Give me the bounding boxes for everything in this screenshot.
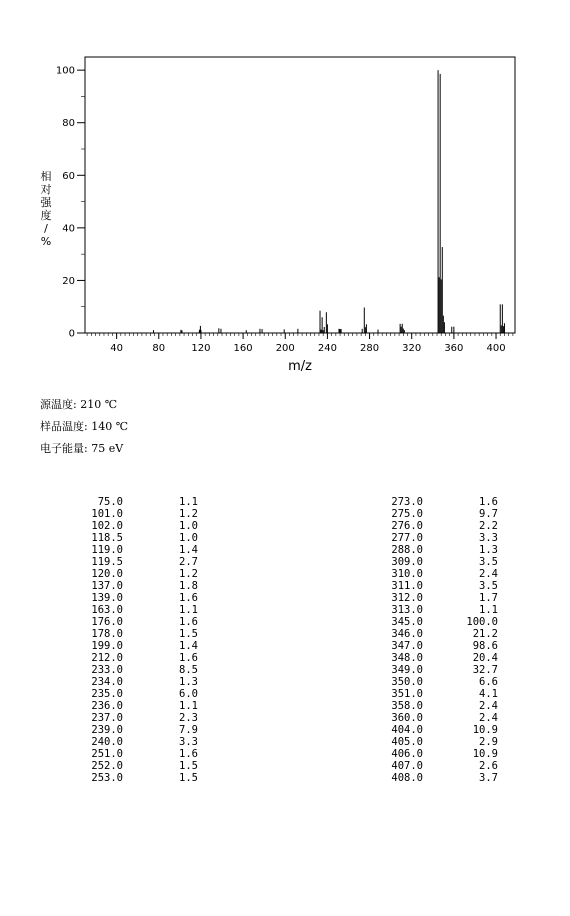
abundance-value: 1.1	[179, 604, 198, 616]
table-row	[368, 664, 498, 676]
mz-value: 137.0	[91, 580, 123, 592]
mz-value: 178.0	[91, 628, 123, 640]
abundance-value: 2.6	[479, 760, 498, 772]
y-tick-label: 60	[62, 170, 75, 182]
abundance-value: 1.2	[179, 568, 198, 580]
abundance-value: 98.6	[472, 640, 498, 652]
mz-value: 102.0	[91, 520, 123, 532]
abundance-value: 2.3	[179, 712, 198, 724]
y-tick-label: 80	[62, 118, 75, 130]
table-row	[68, 760, 198, 772]
abundance-value: 4.1	[479, 688, 498, 700]
mz-value: 405.0	[391, 736, 423, 748]
table-row	[368, 556, 498, 568]
x-tick-label: 320	[402, 343, 422, 354]
abundance-value: 1.7	[479, 592, 498, 604]
peak-group	[154, 70, 505, 333]
table-row	[68, 496, 198, 508]
table-row	[368, 508, 498, 520]
x-tick-label: 280	[360, 343, 380, 354]
abundance-value: 100.0	[466, 616, 498, 628]
abundance-value: 3.5	[479, 556, 498, 568]
table-row	[368, 712, 498, 724]
y-tick-label: 100	[55, 65, 75, 77]
abundance-value: 7.9	[179, 724, 198, 736]
mz-value: 276.0	[391, 520, 423, 532]
plot-frame	[85, 57, 515, 333]
abundance-value: 1.0	[179, 532, 198, 544]
abundance-value: 1.1	[179, 496, 198, 508]
table-row	[368, 628, 498, 640]
table-row	[368, 772, 498, 784]
mz-value: 101.0	[91, 508, 123, 520]
table-row	[68, 700, 198, 712]
y-tick-label: 0	[68, 328, 75, 340]
mz-value: 406.0	[391, 748, 423, 760]
sample-temperature: 样品温度: 140 ℃	[40, 420, 128, 433]
mz-value: 309.0	[391, 556, 423, 568]
abundance-value: 2.4	[479, 568, 498, 580]
table-row	[68, 544, 198, 556]
table-row	[368, 568, 498, 580]
mz-value: 310.0	[391, 568, 423, 580]
abundance-value: 3.3	[179, 736, 198, 748]
abundance-value: 21.2	[472, 628, 498, 640]
mz-value: 176.0	[91, 616, 123, 628]
mz-value: 253.0	[91, 772, 123, 784]
table-row	[68, 580, 198, 592]
abundance-value: 1.6	[179, 592, 198, 604]
x-tick-label: 40	[110, 343, 123, 354]
table-row	[68, 520, 198, 532]
table-row	[368, 520, 498, 532]
table-row	[368, 748, 498, 760]
table-row	[68, 556, 198, 568]
abundance-value: 1.2	[179, 508, 198, 520]
mz-value: 119.5	[91, 556, 123, 568]
electron-energy: 电子能量: 75 eV	[40, 442, 124, 455]
abundance-value: 6.6	[479, 676, 498, 688]
x-tick-label: 120	[191, 343, 211, 354]
mz-value: 251.0	[91, 748, 123, 760]
x-axis	[87, 333, 513, 354]
y-axis-label: 相对强度/ %	[40, 170, 52, 248]
table-row	[68, 616, 198, 628]
abundance-value: 6.0	[179, 688, 198, 700]
mz-value: 348.0	[391, 652, 423, 664]
table-row	[68, 664, 198, 676]
mz-value: 360.0	[391, 712, 423, 724]
table-row	[368, 676, 498, 688]
table-row	[68, 748, 198, 760]
abundance-value: 1.3	[479, 544, 498, 556]
table-row	[68, 592, 198, 604]
abundance-value: 10.9	[472, 724, 498, 736]
mz-value: 75.0	[97, 496, 123, 508]
table-row	[68, 640, 198, 652]
abundance-value: 1.3	[179, 676, 198, 688]
table-row	[68, 688, 198, 700]
abundance-value: 2.4	[479, 712, 498, 724]
abundance-value: 3.5	[479, 580, 498, 592]
x-axis-label: m/z	[288, 359, 312, 374]
mz-value: 351.0	[391, 688, 423, 700]
mz-value: 404.0	[391, 724, 423, 736]
mz-value: 358.0	[391, 700, 423, 712]
table-row	[68, 724, 198, 736]
x-tick-label: 400	[486, 343, 506, 354]
mz-value: 118.5	[91, 532, 123, 544]
mz-value: 312.0	[391, 592, 423, 604]
x-tick-label: 80	[152, 343, 166, 354]
mz-value: 239.0	[91, 724, 123, 736]
abundance-value: 1.6	[479, 496, 498, 508]
y-tick-label: 40	[62, 223, 75, 235]
table-row	[368, 496, 498, 508]
mz-value: 407.0	[391, 760, 423, 772]
mz-value: 233.0	[91, 664, 123, 676]
abundance-value: 2.2	[479, 520, 498, 532]
mz-value: 163.0	[91, 604, 123, 616]
source-temperature: 源温度: 210 ℃	[40, 398, 117, 411]
table-row	[368, 592, 498, 604]
x-tick-label: 160	[233, 343, 253, 354]
mz-value: 252.0	[91, 760, 123, 772]
table-row	[368, 640, 498, 652]
table-row	[68, 568, 198, 580]
mz-value: 273.0	[391, 496, 423, 508]
table-row	[68, 508, 198, 520]
table-row	[368, 700, 498, 712]
abundance-value: 1.6	[179, 652, 198, 664]
abundance-value: 3.7	[479, 772, 498, 784]
table-row	[68, 532, 198, 544]
mz-value: 139.0	[91, 592, 123, 604]
y-tick-label: 20	[62, 275, 75, 287]
mz-value: 346.0	[391, 628, 423, 640]
mz-value: 277.0	[391, 532, 423, 544]
table-row	[68, 712, 198, 724]
abundance-value: 10.9	[472, 748, 498, 760]
abundance-value: 9.7	[479, 508, 498, 520]
abundance-value: 1.5	[179, 628, 198, 640]
x-tick-label: 360	[444, 343, 464, 354]
mz-value: 345.0	[391, 616, 423, 628]
abundance-value: 1.5	[179, 760, 198, 772]
table-row	[368, 736, 498, 748]
table-row	[368, 544, 498, 556]
table-row	[368, 688, 498, 700]
table-row	[368, 760, 498, 772]
mz-value: 120.0	[91, 568, 123, 580]
y-axis	[56, 66, 85, 340]
abundance-value: 1.0	[179, 520, 198, 532]
peak-table-right	[368, 496, 498, 784]
abundance-value: 2.9	[479, 736, 498, 748]
mz-value: 234.0	[91, 676, 123, 688]
table-row	[68, 652, 198, 664]
abundance-value: 1.1	[479, 604, 498, 616]
table-row	[368, 616, 498, 628]
abundance-value: 1.6	[179, 616, 198, 628]
mz-value: 275.0	[391, 508, 423, 520]
mz-value: 311.0	[391, 580, 423, 592]
mz-value: 347.0	[391, 640, 423, 652]
abundance-value: 1.6	[179, 748, 198, 760]
table-row	[368, 724, 498, 736]
table-row	[68, 628, 198, 640]
table-row	[68, 676, 198, 688]
table-row	[368, 652, 498, 664]
mz-value: 240.0	[91, 736, 123, 748]
mz-value: 313.0	[391, 604, 423, 616]
table-row	[368, 580, 498, 592]
mz-value: 237.0	[91, 712, 123, 724]
abundance-value: 2.4	[479, 700, 498, 712]
table-row	[368, 604, 498, 616]
abundance-value: 32.7	[472, 664, 498, 676]
mz-value: 235.0	[91, 688, 123, 700]
abundance-value: 1.1	[179, 700, 198, 712]
table-row	[68, 736, 198, 748]
mz-value: 408.0	[391, 772, 423, 784]
peak-table-left	[68, 496, 198, 784]
abundance-value: 8.5	[179, 664, 198, 676]
x-tick-label: 240	[317, 343, 337, 354]
mz-value: 350.0	[391, 676, 423, 688]
mz-value: 288.0	[391, 544, 423, 556]
x-tick-label: 200	[275, 343, 295, 354]
abundance-value: 1.8	[179, 580, 198, 592]
abundance-value: 1.4	[179, 640, 198, 652]
table-row	[68, 604, 198, 616]
table-row	[368, 532, 498, 544]
mz-value: 349.0	[391, 664, 423, 676]
mz-value: 119.0	[91, 544, 123, 556]
table-row	[68, 772, 198, 784]
abundance-value: 1.5	[179, 772, 198, 784]
abundance-value: 2.7	[179, 556, 198, 568]
abundance-value: 3.3	[479, 532, 498, 544]
abundance-value: 20.4	[472, 652, 498, 664]
mz-value: 212.0	[91, 652, 123, 664]
mz-value: 199.0	[91, 640, 123, 652]
mz-value: 236.0	[91, 700, 123, 712]
mass-spectrum-chart	[0, 0, 570, 390]
abundance-value: 1.4	[179, 544, 198, 556]
